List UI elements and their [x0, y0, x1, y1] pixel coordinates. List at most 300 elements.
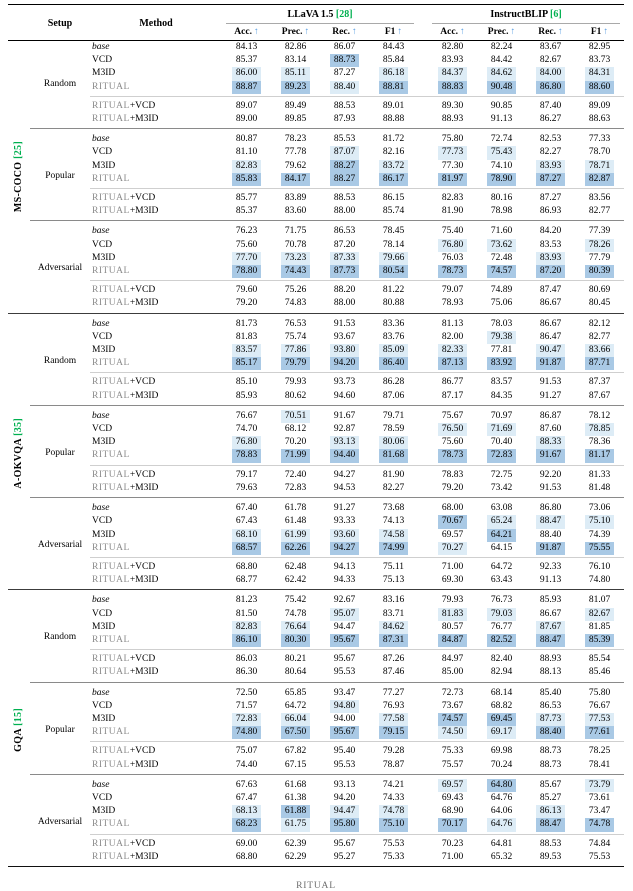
group-title-instructblip [432, 8, 620, 24]
metric-cell [222, 129, 271, 147]
metric-value: 88.73 [539, 759, 562, 770]
metric-value: 95.67 [330, 634, 359, 647]
column-gap [418, 482, 428, 498]
column-gap [418, 239, 428, 252]
metric-cell [477, 590, 526, 608]
metric-value: 81.90 [382, 469, 405, 480]
method-label: VCD [92, 608, 113, 619]
metric-value: 80.62 [284, 390, 307, 401]
metric-value: 75.33 [382, 851, 405, 862]
metric-cell [222, 851, 271, 867]
column-gap [418, 449, 428, 465]
metric-value: 86.18 [379, 67, 408, 80]
metric-cell [271, 621, 320, 634]
citation-ref: [28] [335, 9, 353, 20]
metric-value: 87.17 [441, 390, 464, 401]
metric-value: 87.06 [382, 390, 405, 401]
column-gap [418, 557, 428, 574]
metric-cell [222, 482, 271, 498]
metric-value: 85.37 [235, 206, 258, 217]
metric-cell [526, 373, 575, 390]
metric-cell [369, 834, 418, 851]
table-row [8, 313, 624, 331]
metric-cell [369, 297, 418, 313]
column-gap [418, 834, 428, 851]
metric-cell [320, 666, 369, 682]
metric-header-f1: F1 ↑ [369, 24, 418, 41]
metric-value: 85.83 [232, 173, 261, 186]
metric-value: 81.73 [235, 318, 258, 329]
metric-value: 86.67 [539, 318, 562, 329]
metric-cell [526, 221, 575, 239]
metric-value: 84.87 [438, 634, 467, 647]
metric-cell [477, 281, 526, 298]
up-arrow-icon: ↑ [459, 27, 465, 37]
metric-cell [271, 390, 320, 406]
metric-value: 83.14 [284, 55, 307, 66]
metric-value: 76.10 [588, 561, 611, 572]
metric-cell [477, 515, 526, 528]
metric-value: 61.48 [284, 516, 307, 527]
metric-cell [369, 239, 418, 252]
metric-cell [222, 373, 271, 390]
metric-cell [575, 221, 624, 239]
metric-cell [526, 482, 575, 498]
method-label: VCD [92, 516, 113, 527]
metric-value: 75.07 [235, 746, 258, 757]
metric-value: 64.76 [490, 792, 513, 803]
metric-cell [526, 436, 575, 449]
metric-cell [271, 129, 320, 147]
metric-cell [271, 792, 320, 805]
column-gap [418, 173, 428, 189]
metric-value: 91.67 [536, 449, 565, 462]
metric-cell [320, 113, 369, 129]
metric-value: 82.94 [490, 667, 513, 678]
metric-cell [575, 542, 624, 558]
metric-cell [477, 129, 526, 147]
setup-label: Adversarial [30, 498, 90, 590]
metric-value: 76.64 [281, 621, 310, 634]
metric-value: 68.77 [235, 575, 258, 586]
metric-value: 85.74 [382, 206, 405, 217]
method-name: RITUAL [92, 377, 130, 388]
metric-cell [477, 67, 526, 80]
metric-cell [526, 344, 575, 357]
metric-cell [477, 792, 526, 805]
metric-cell [271, 574, 320, 590]
method-label [90, 41, 222, 55]
metric-value: 82.53 [539, 134, 562, 145]
metric-value: 82.83 [232, 621, 261, 634]
metric-cell [526, 621, 575, 634]
column-gap [418, 759, 428, 775]
metric-value: 83.36 [382, 318, 405, 329]
column-gap [418, 726, 428, 742]
metric-value: 76.77 [490, 621, 513, 632]
metric-cell [526, 405, 575, 423]
metric-cell [320, 239, 369, 252]
metric-cell [222, 498, 271, 516]
table-row [8, 265, 624, 281]
metric-cell [369, 529, 418, 542]
metric-value: 87.47 [539, 285, 562, 296]
model-name: InstructBLIP [490, 9, 548, 20]
metric-cell [526, 173, 575, 189]
metric-value: 94.80 [330, 700, 359, 713]
metric-value: 87.93 [333, 114, 356, 125]
metric-cell [526, 774, 575, 792]
metric-cell [320, 818, 369, 834]
metric-value: 93.73 [333, 377, 356, 388]
metric-value: 87.37 [588, 377, 611, 388]
metric-cell [575, 515, 624, 528]
metric-cell [428, 146, 477, 159]
metric-value: 95.27 [333, 851, 356, 862]
metric-cell [477, 818, 526, 834]
metric-cell [271, 482, 320, 498]
metric-cell [428, 792, 477, 805]
metric-cell [222, 574, 271, 590]
metric-value: 79.20 [441, 482, 464, 493]
metric-cell [369, 281, 418, 298]
metric-cell [271, 54, 320, 67]
metric-value: 75.26 [284, 285, 307, 296]
metric-cell [477, 449, 526, 465]
metric-value: 72.40 [284, 469, 307, 480]
metric-cell [369, 160, 418, 173]
metric-cell [575, 449, 624, 465]
metric-cell [271, 265, 320, 281]
metric-value: 65.32 [490, 851, 513, 862]
metric-value: 79.62 [284, 160, 307, 171]
metric-cell [320, 742, 369, 759]
metric-value: 86.93 [539, 206, 562, 217]
metric-value: 74.33 [382, 792, 405, 803]
metric-cell [526, 515, 575, 528]
method-label: VCD [92, 331, 113, 342]
metric-value: 61.68 [284, 779, 307, 790]
method-name: RITUAL [92, 575, 130, 586]
metric-cell [526, 41, 575, 55]
metric-cell [477, 666, 526, 682]
metric-cell [320, 331, 369, 344]
metric-cell [369, 313, 418, 331]
metric-value: 70.78 [284, 239, 307, 250]
metric-cell [428, 529, 477, 542]
table-row [8, 390, 624, 406]
metric-value: 86.07 [333, 42, 356, 52]
metric-value: 78.85 [585, 423, 614, 436]
method-name: RITUAL [92, 358, 130, 369]
metric-value: 69.45 [487, 713, 516, 726]
metric-cell [526, 542, 575, 558]
metric-value: 64.80 [487, 779, 516, 792]
metric-cell [575, 834, 624, 851]
method-label: RITUAL+M3ID [92, 667, 159, 678]
metric-cell [428, 252, 477, 265]
metric-cell [222, 173, 271, 189]
method-name: RITUAL [92, 542, 130, 553]
metric-cell [320, 634, 369, 650]
setup-label: Random [43, 79, 77, 89]
metric-value: 88.40 [539, 529, 562, 540]
metric-cell [477, 205, 526, 221]
method-name: base [92, 318, 110, 329]
metric-value: 74.89 [490, 285, 513, 296]
table-row [8, 373, 624, 390]
metric-value: 78.26 [585, 239, 614, 252]
method-name: base [92, 226, 110, 237]
metric-cell [526, 851, 575, 867]
metric-value: 73.23 [281, 252, 310, 265]
metric-cell [526, 792, 575, 805]
metric-cell [369, 498, 418, 516]
results-table-body [8, 41, 624, 867]
table-row [8, 252, 624, 265]
metric-cell [575, 590, 624, 608]
column-gap [418, 529, 428, 542]
metric-value: 94.13 [333, 561, 356, 572]
metric-value: 61.78 [284, 503, 307, 514]
metric-value: 87.13 [438, 357, 467, 370]
metric-cell [526, 390, 575, 406]
column-gap [418, 96, 428, 113]
metric-cell [575, 700, 624, 713]
metric-value: 70.51 [281, 410, 310, 423]
metric-cell [369, 482, 418, 498]
metric-value: 78.87 [382, 759, 405, 770]
table-header [8, 5, 624, 41]
column-gap [418, 41, 428, 55]
table-row [8, 851, 624, 867]
metric-cell [369, 405, 418, 423]
metric-value: 87.60 [539, 424, 562, 435]
metric-cell [222, 542, 271, 558]
corner-cell [8, 5, 30, 41]
metric-value: 88.93 [539, 654, 562, 665]
metric-value: 84.31 [585, 67, 614, 80]
table-row [8, 621, 624, 634]
metric-value: 65.24 [487, 515, 516, 528]
metric-cell [320, 221, 369, 239]
metric-cell [320, 449, 369, 465]
metric-value: 86.00 [232, 67, 261, 80]
metric-cell [222, 113, 271, 129]
metric-value: 68.12 [284, 424, 307, 435]
citation-ref: [35] [13, 418, 25, 437]
metric-value: 70.24 [490, 759, 513, 770]
metric-cell [526, 498, 575, 516]
up-arrow-icon: ↑ [603, 27, 609, 37]
metric-cell [222, 81, 271, 97]
metric-value: 88.63 [588, 114, 611, 125]
metric-cell [320, 482, 369, 498]
metric-cell [271, 529, 320, 542]
metric-value: 84.97 [441, 654, 464, 665]
metric-value: 73.62 [487, 239, 516, 252]
metric-cell [222, 205, 271, 221]
metric-value: 86.80 [539, 503, 562, 514]
metric-cell [575, 239, 624, 252]
metric-cell [271, 297, 320, 313]
metric-cell [575, 742, 624, 759]
metric-cell [320, 281, 369, 298]
table-row [8, 221, 624, 239]
metric-cell [320, 205, 369, 221]
method-label: VCD [92, 792, 113, 803]
metric-value: 93.47 [333, 687, 356, 698]
metric-value: 79.79 [281, 357, 310, 370]
metric-cell [369, 189, 418, 206]
metric-value: 83.89 [284, 193, 307, 204]
method-label: RITUAL+M3ID [92, 114, 159, 125]
table-row [8, 81, 624, 97]
metric-value: 62.42 [284, 575, 307, 586]
method-name: RITUAL [92, 298, 130, 309]
metric-value: 77.27 [382, 687, 405, 698]
setup-label: Adversarial [30, 221, 90, 313]
metric-value: 87.33 [330, 252, 359, 265]
method-label: M3ID [92, 252, 116, 263]
metric-value: 81.83 [438, 608, 467, 621]
method-label: VCD [92, 55, 113, 66]
method-label: RITUAL+M3ID [92, 759, 159, 770]
metric-value: 74.80 [588, 575, 611, 586]
metric-value: 78.36 [588, 437, 611, 448]
metric-cell [575, 54, 624, 67]
metric-header-rec: Rec. ↑ [526, 24, 575, 41]
metric-value: 89.53 [539, 851, 562, 862]
metric-cell [271, 423, 320, 436]
table-row [8, 239, 624, 252]
metric-cell [575, 344, 624, 357]
metric-cell [428, 373, 477, 390]
column-gap [418, 621, 428, 634]
table-row [8, 834, 624, 851]
column-gap [418, 805, 428, 818]
metric-value: 95.07 [330, 608, 359, 621]
metric-value: 70.27 [438, 542, 467, 555]
metric-value: 66.04 [281, 713, 310, 726]
metric-cell [222, 221, 271, 239]
metric-cell [477, 774, 526, 792]
metric-value: 75.53 [382, 838, 405, 849]
metric-value: 92.20 [539, 469, 562, 480]
metric-value: 88.40 [330, 81, 359, 94]
metric-cell [477, 113, 526, 129]
metric-cell [575, 113, 624, 129]
column-gap [418, 515, 428, 528]
metric-cell [526, 742, 575, 759]
metric-cell [575, 621, 624, 634]
metric-cell [428, 650, 477, 667]
column-gap [418, 666, 428, 682]
metric-cell [271, 252, 320, 265]
metric-value: 75.11 [382, 561, 405, 572]
metric-value: 91.87 [536, 542, 565, 555]
metric-value: 67.15 [284, 759, 307, 770]
table-row [8, 634, 624, 650]
table-row [8, 726, 624, 742]
metric-cell [320, 700, 369, 713]
column-gap [418, 792, 428, 805]
metric-cell [526, 265, 575, 281]
method-name: base [92, 503, 110, 514]
metric-cell [222, 252, 271, 265]
metric-cell [271, 189, 320, 206]
metric-cell [271, 851, 320, 867]
metric-cell [575, 818, 624, 834]
metric-cell [222, 239, 271, 252]
metric-cell [428, 405, 477, 423]
table-row [8, 423, 624, 436]
metric-value: 91.67 [333, 410, 356, 421]
metric-value: 87.26 [382, 654, 405, 665]
metric-cell [222, 590, 271, 608]
metric-value: 84.62 [487, 67, 516, 80]
metric-value: 77.61 [585, 726, 614, 739]
metric-cell [271, 113, 320, 129]
metric-cell [222, 423, 271, 436]
metric-cell [428, 221, 477, 239]
metric-value: 89.85 [284, 114, 307, 125]
metric-cell [369, 357, 418, 373]
metric-cell [477, 54, 526, 67]
metric-value: 78.90 [487, 173, 516, 186]
metric-value: 87.67 [588, 390, 611, 401]
metric-value: 92.87 [333, 424, 356, 435]
metric-cell [428, 682, 477, 700]
table-row [8, 700, 624, 713]
metric-value: 85.46 [588, 667, 611, 678]
metric-cell [369, 221, 418, 239]
metric-value: 85.67 [539, 779, 562, 790]
method-name: base [92, 779, 110, 790]
metric-value: 86.40 [379, 357, 408, 370]
method-name: base [92, 42, 110, 52]
metric-value: 88.87 [232, 81, 261, 94]
column-gap [418, 344, 428, 357]
metric-value: 87.73 [536, 713, 565, 726]
metric-value: 79.15 [379, 726, 408, 739]
metric-value: 63.43 [490, 575, 513, 586]
metric-value: 70.20 [284, 437, 307, 448]
metric-value: 83.93 [536, 160, 565, 173]
metric-value: 87.27 [536, 173, 565, 186]
metric-cell [428, 54, 477, 67]
up-arrow-icon: ↑ [253, 27, 259, 37]
metric-value: 88.33 [536, 436, 565, 449]
metric-cell [222, 313, 271, 331]
metric-cell [428, 818, 477, 834]
method-name: RITUAL [92, 654, 130, 665]
metric-value: 69.57 [441, 529, 464, 540]
metric-value: 62.26 [281, 542, 310, 555]
metric-value: 67.47 [235, 792, 258, 803]
metric-cell [477, 41, 526, 55]
metric-cell [320, 436, 369, 449]
metric-value: 76.80 [438, 239, 467, 252]
metric-value: 72.74 [490, 134, 513, 145]
metric-value: 67.82 [284, 746, 307, 757]
method-name: RITUAL [92, 634, 130, 645]
method-label: RITUAL+VCD [90, 742, 222, 759]
metric-value: 74.21 [382, 779, 405, 790]
metric-cell [271, 41, 320, 55]
metric-cell [320, 96, 369, 113]
method-label: RITUAL+VCD [90, 373, 222, 390]
